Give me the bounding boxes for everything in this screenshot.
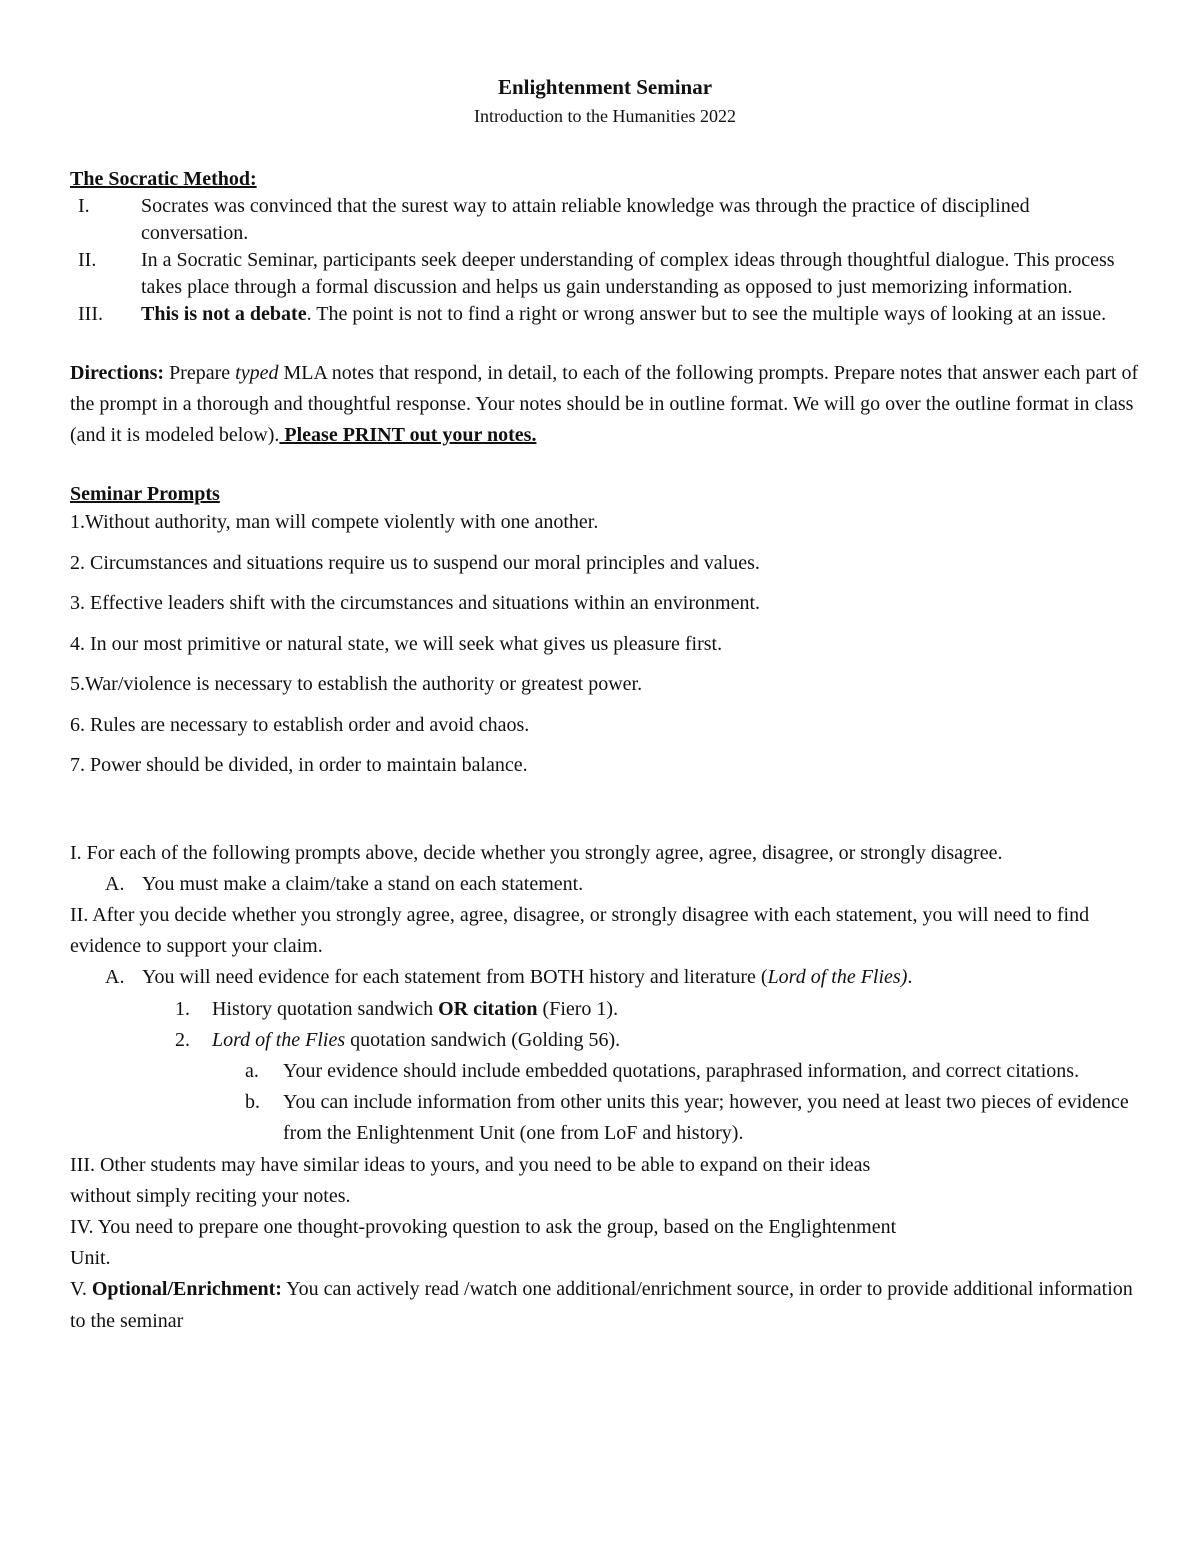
not-debate-emphasis: This is not a debate xyxy=(141,303,307,325)
outline-line: III. Other students may have similar ideas to yours, and you need to be able to expand on their ideas xyxy=(70,1153,871,1176)
list-marker: II. xyxy=(78,249,97,271)
outline-item-ii: II. After you decide whether you strongly agree, agree, disagree, or strongly disagree with each statement, you will need to find evidence to support your claim. xyxy=(70,903,1090,958)
outline-item-ii-a xyxy=(70,962,1140,993)
list-item xyxy=(70,247,1140,301)
outline-item-ii-a-2 xyxy=(70,1025,1140,1056)
not-debate-text: . The point is not to find a right or wrong answer but to see the multiple ways of looking at an issue. xyxy=(306,303,1107,325)
outline-item-ii-a-2-b xyxy=(70,1087,1140,1149)
outline-item-iii xyxy=(70,1150,1140,1212)
prompt-item: 7. Power should be divided, in order to maintain balance. xyxy=(70,754,528,776)
outline-text xyxy=(212,994,618,1025)
outline-item-i-a xyxy=(70,869,1140,900)
list-marker: I. xyxy=(78,195,90,217)
outline-marker: 2. xyxy=(175,1028,190,1051)
prompt-item: 4. In our most primitive or natural state, we will seek what gives us pleasure first. xyxy=(70,632,723,655)
directions-italic: typed xyxy=(235,362,279,384)
prompt-item: 6. Rules are necessary to establish order and avoid chaos. xyxy=(70,713,530,736)
outline-marker: b. xyxy=(245,1091,260,1114)
outline-line: without simply reciting your notes. xyxy=(70,1184,351,1207)
directions-paragraph xyxy=(70,358,1140,451)
outline-item-v xyxy=(70,1274,1140,1336)
list-item-text: In a Socratic Seminar, participants seek deeper understanding of complex ideas through thoughtful dialogue. This process takes place through a formal discussion and helps us gain understanding as opposed to just memorizing information. xyxy=(141,249,1115,298)
outline-marker: a. xyxy=(245,1059,259,1082)
outline-marker: A. xyxy=(105,872,125,895)
instructions-outline xyxy=(70,838,1140,1337)
book-title-italic: Lord of the Flies) xyxy=(767,966,908,989)
prompt-item: 2. Circumstances and situations require us to suspend our moral principles and values. xyxy=(70,551,760,574)
outline-item-iv xyxy=(70,1212,1140,1274)
document-subtitle: Introduction to the Humanities 2022 xyxy=(474,106,736,126)
outline-text-part: History quotation sandwich xyxy=(212,997,439,1020)
outline-text xyxy=(212,1025,620,1056)
socratic-list xyxy=(70,193,1140,328)
optional-enrichment-label: Optional/Enrichment: xyxy=(91,1278,282,1301)
list-item xyxy=(70,301,1140,328)
outline-text: You can include information from other units this year; however, you need at least two pieces of evidence from the Enlightenment Unit (one from LoF and history). xyxy=(283,1091,1129,1145)
outline-text: You must make a claim/take a stand on each statement. xyxy=(142,872,584,895)
outline-text-part: You will need evidence for each statement from BOTH history and literature ( xyxy=(142,966,768,989)
outline-marker: V. xyxy=(70,1278,92,1301)
outline-text-part: . xyxy=(907,966,913,989)
prompt-item: 3. Effective leaders shift with the circumstances and situations within an environment. xyxy=(70,592,760,614)
document-title: Enlightenment Seminar xyxy=(497,75,713,99)
prompts-list xyxy=(70,502,1140,786)
outline-marker: 1. xyxy=(175,997,190,1020)
document-page xyxy=(70,70,1140,1337)
prompt-item: 1.Without authority, man will compete violently with one another. xyxy=(70,511,599,533)
prompt-item: 5.War/violence is necessary to establish the authority or greatest power. xyxy=(70,673,643,695)
outline-item-ii-a-1 xyxy=(70,994,1140,1025)
directions-text-2: MLA notes that respond, in detail, to each of the following prompts. Prepare notes that answer each part of the prompt in a thorough and thoughtful response. Your notes should be in outline format. We will go over the outline format in class (and it is modeled below). xyxy=(70,362,1139,446)
directions-text-1: Prepare xyxy=(164,362,236,384)
outline-line: Unit. xyxy=(70,1247,111,1270)
outline-text xyxy=(142,962,912,993)
list-item xyxy=(70,193,1140,247)
outline-text: Your evidence should include embedded quotations, paraphrased information, and correct citations. xyxy=(283,1059,1080,1082)
list-item-text xyxy=(141,301,1140,328)
print-notes-emphasis: Please PRINT out your notes. xyxy=(279,424,537,446)
book-title-italic: Lord of the Flies xyxy=(212,1028,346,1051)
outline-item-i: I. For each of the following prompts above, decide whether you strongly agree, agree, disagree, or strongly disagree. xyxy=(70,841,1003,864)
prompts-heading: Seminar Prompts xyxy=(70,483,220,505)
directions-label: Directions: xyxy=(70,362,165,384)
outline-text-part: (Fiero 1). xyxy=(537,997,619,1020)
outline-item-ii-a-2-a xyxy=(70,1056,1140,1087)
outline-text-part: quotation sandwich (Golding 56). xyxy=(345,1028,621,1051)
socratic-heading: The Socratic Method: xyxy=(70,168,257,190)
list-marker: III. xyxy=(78,303,103,325)
outline-text: You can actively read /watch one additional/enrichment source, in order to provide additional information to the seminar xyxy=(70,1278,1133,1332)
list-item-text: Socrates was convinced that the surest way to attain reliable knowledge was through the practice of disciplined conversation. xyxy=(141,195,1030,244)
or-citation-emphasis: OR citation xyxy=(438,997,538,1020)
outline-marker: A. xyxy=(105,966,125,989)
outline-line: IV. You need to prepare one thought-provoking question to ask the group, based on the Englightenment xyxy=(70,1215,897,1238)
